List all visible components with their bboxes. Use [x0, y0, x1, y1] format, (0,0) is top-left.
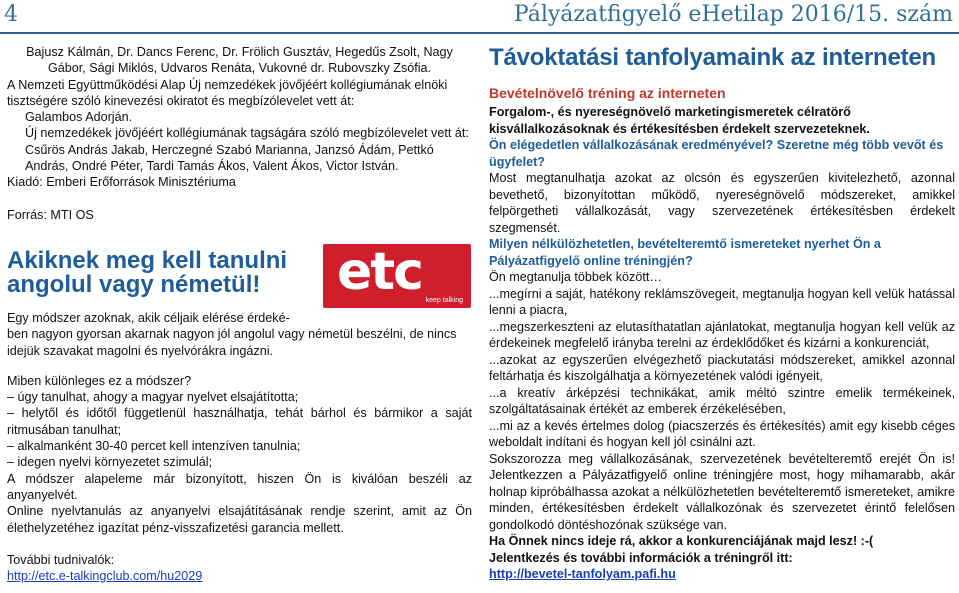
bullet-item: – úgy tanulhat, ahogy a magyar nyelvet elsajátította;: [7, 390, 299, 405]
closing-bold: Ha Önnek nincs ideje rá, akkor a konkurenciájának majd lesz! :-(: [489, 534, 874, 548]
publication-title: Pályázatfigyelő eHetilap 2016/15. szám: [513, 2, 953, 27]
members-paragraph: Új nemzedékek jövőjéért kollégiumának tagságára szóló megbízólevelet vett át: Csűrös András Jakab, Herczegné Szabó Marianna, Janzsó Ádám, Pettkó András, Ondré Péter, Tardi Tamás Ákos, Valent Ákos, Victor István.: [25, 126, 469, 174]
etc-logo: [323, 244, 471, 308]
bullet-item: – alkalmanként 30-40 percet kell intenzíven tanulnia;: [7, 439, 301, 454]
source-line: Forrás: MTI OS: [7, 207, 94, 222]
bullet-item: – helytől és időtől függetlenül használhatja, tehát bárhol és bármikor a saját ritmusában tanulhat;: [7, 406, 472, 437]
learn-item: ...megírni a saját, hatékony reklámszövegeit, megtanulja hogyan kell velük hatással lenni a piacra,: [489, 286, 955, 317]
etc-logo-text: etc: [337, 242, 422, 302]
learn-item: ...a kreatív árképzési technikákat, amik méltó szintre emelik termékeinek, szolgáltatásainak értékét az emberek érzékelésében,: [489, 385, 955, 416]
question-bold: Milyen nélkülözhetetlen, bevételteremtő ismereteket nyerhet Ön a Pályázatfigyelő online tréningjén?: [489, 237, 881, 268]
bullet-item: – idegen nyelvi környezetet szimulál;: [7, 455, 213, 470]
intro-paragraph: ben nagyon gyorsan akarnak nagyon jól angolul vagy németül beszélni, de nincs idejük szavakat magolni és nyelvórákra ingázni.: [7, 327, 457, 358]
article-heading: Akiknek meg kell tanulni angolul vagy németül!: [7, 246, 288, 299]
signup-bold: Jelentkezés és további információk a tréningről itt:: [489, 550, 793, 565]
tanfolyam-link[interactable]: http://bevetel-tanfolyam.pafi.hu: [489, 567, 676, 581]
method-paragraph: A módszer alapeleme már bizonyított, hiszen Ön is kiválóan beszéli az anyanyelvét.: [7, 471, 472, 502]
online-paragraph: Online nyelvtanulás az anyanyelvi elsajátításának rendje szerint, amit az Ön élethelyzetéhez igazítat pénz-visszafizetési garancia mellett.: [7, 504, 472, 535]
courses-heading: Távoktatási tanfolyamaink az interneten: [489, 44, 937, 71]
appointment-paragraph: A Nemzeti Együttműködési Alap Új nemzedékek jövőjéért kollégiumának elnöki tisztségére szóló kinevezési okiratot és megbízólevelet vett át:: [7, 77, 448, 108]
intro-bold: Forgalom-, és nyereségnövelő marketingismeretek célratörő kisvállalkozásoknak és értékesítésben érdekelt szervezeteknek.: [489, 105, 870, 136]
etc-link[interactable]: http://etc.e-talkingclub.com/hu2029: [7, 569, 203, 584]
right-column: [489, 44, 955, 583]
publisher-line: Kiadó: Emberi Erőforrások Minisztériuma: [7, 175, 236, 190]
learn-item: ...mi az a kevés értelmes dolog (piacszerzés és értékesítés) amit egy kisebb céges weboldalt indítani és hogyan kell jól csinálni azt.: [489, 418, 955, 449]
body-paragraph: Sokszorozza meg vállalkozásának, szervezetének bevételteremtő erejét Ön is! Jelentkezzen a Pályázatfigyelő online tréningjére most, hogy mihamarabb, akár holnap kipróbálhassa azokat a nélkülözhetetlen bevételteremtő ismereteket, amikre minden, értékesítésben érdekelt vállalkozónak és szervezetet érintő felelősen gondolkodó döntéshozónak szüksége van.: [489, 451, 955, 532]
learn-item: ...azokat az egyszerűen elvégezhető piackutatási módszereket, amikkel azonnal feltárhatja és kiszolgálhatja a környezetének valódi igényeit,: [489, 352, 955, 383]
more-info-label: További tudnivalók:: [7, 552, 115, 567]
etc-logo-tagline: keep talking: [425, 297, 463, 304]
training-subheading: Bevételnövelő tréning az interneten: [489, 85, 726, 101]
committee-members: Bajusz Kálmán, Dr. Dancs Ferenc, Dr. Frölich Gusztáv, Hegedűs Zsolt, Nagy Gábor, Sági Miklós, Udvaros Renáta, Vukovné dr. Rubovszky Zsófia.: [26, 45, 453, 76]
page-header: [0, 0, 959, 34]
appointee-name: Galambos Adorján.: [25, 110, 133, 125]
learn-intro: Ön megtanulja többek között…: [489, 270, 662, 284]
intro-line: Egy módszer azoknak, akik céljaik elérése érdeké-: [7, 310, 290, 325]
question-bold: Ön elégedetlen vállalkozásának eredményével? Szeretne még több vevőt és ügyfelet?: [489, 138, 944, 169]
page-number: 4: [4, 2, 18, 27]
left-column: [7, 44, 472, 584]
body-paragraph: Most megtanulhatja azokat az olcsón és egyszerűen kivitelezhető, azonnal bevethető, bizonyítottan működő, nyereségnövelő módszereket, amikkel felpörgetheti vállalkozását, vagy szervezetének értékesítésben érdekelt szegmensét.: [489, 171, 955, 235]
learn-item: ...megszerkeszteni az elutasíthatatlan ajánlatokat, megtanulja hogyan kell velük az érdekeinek megfelelő irányba terelni az érdeklődőket és kizárni a konkurenciát,: [489, 319, 955, 350]
method-question: Miben különleges ez a módszer?: [7, 373, 192, 388]
